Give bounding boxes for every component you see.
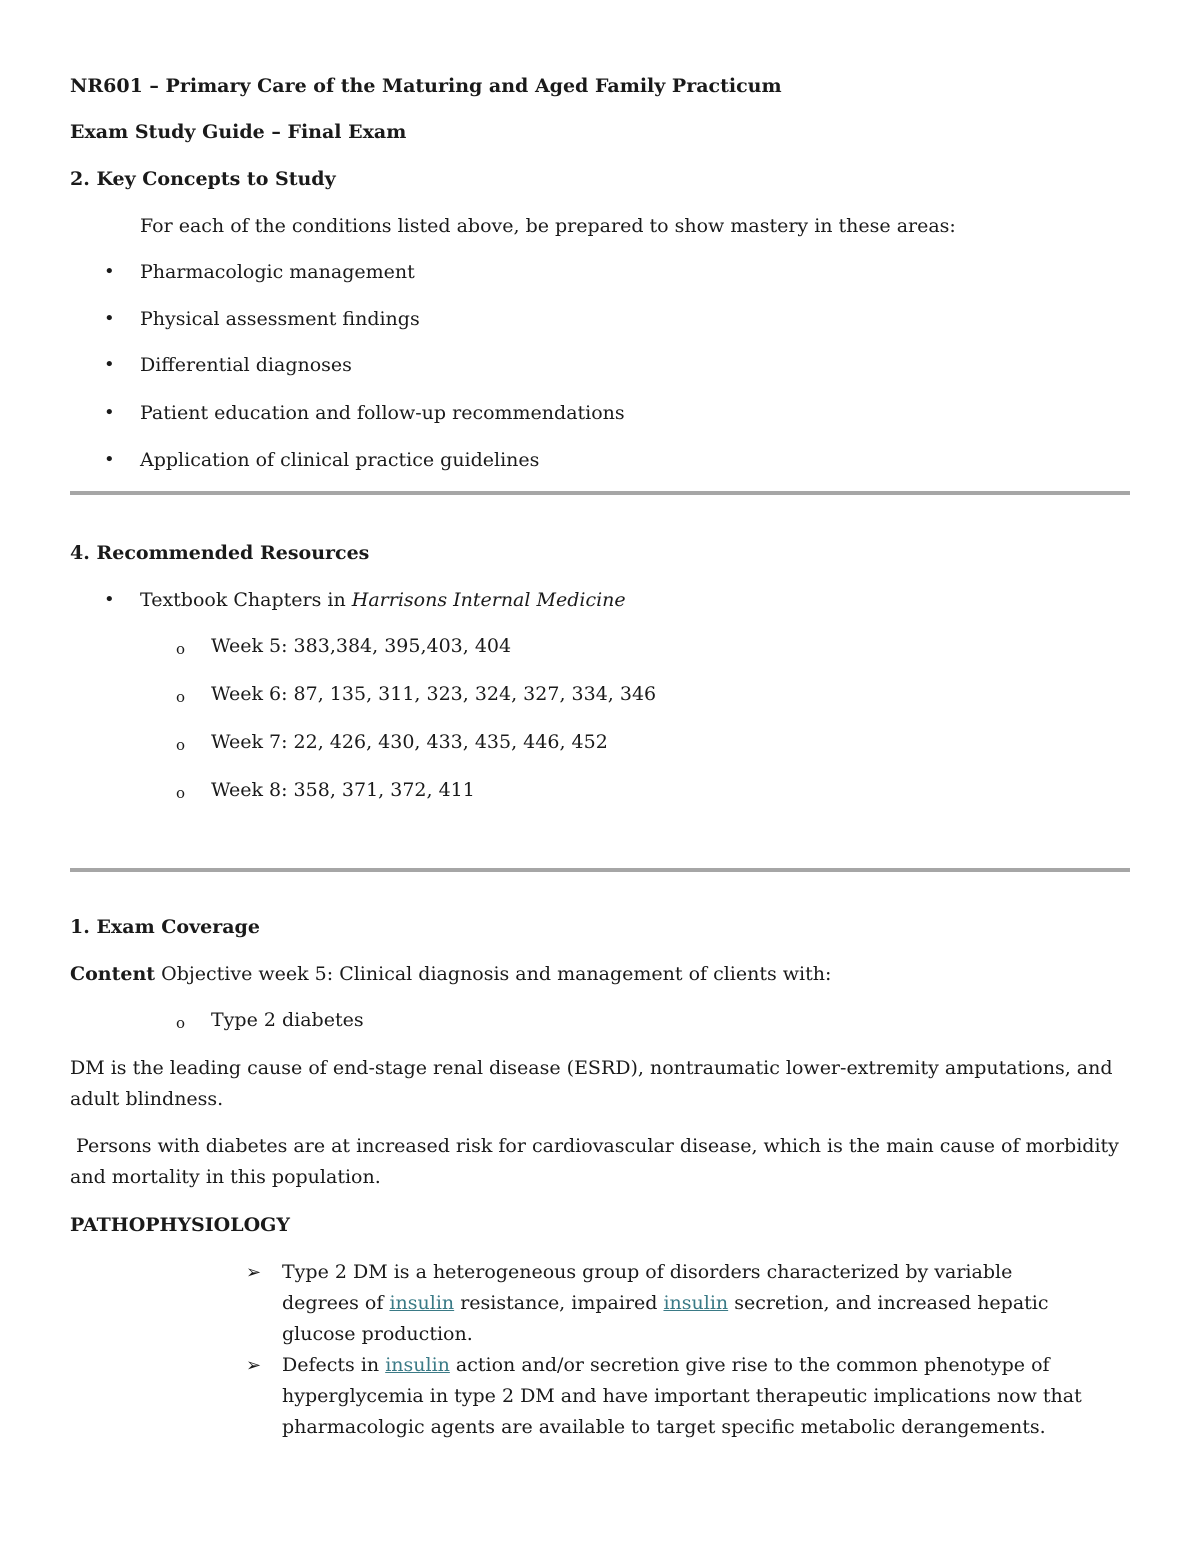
course-title: NR601 – Primary Care of the Maturing and Aged Family Practicum xyxy=(70,75,782,97)
bullet-icon: • xyxy=(104,354,115,375)
key-concepts-intro: For each of the conditions listed above, be prepared to show mastery in these areas: xyxy=(140,215,956,237)
week-chapters: Week 5: 383,384, 395,403, 404 xyxy=(211,635,512,657)
textbook-prefix: Textbook Chapters in xyxy=(140,589,352,611)
coverage-heading: 1. Exam Coverage xyxy=(70,916,260,938)
key-concept-item: Physical assessment findings xyxy=(140,308,420,330)
guide-title: Exam Study Guide – Final Exam xyxy=(70,121,407,143)
resources-heading: 4. Recommended Resources xyxy=(70,542,370,564)
key-concept-item: Application of clinical practice guidelines xyxy=(140,449,540,471)
bullet-icon: • xyxy=(104,589,115,610)
textbook-title: Harrisons Internal Medicine xyxy=(351,589,626,611)
coverage-paragraph-1: DM is the leading cause of end-stage renal disease (ESRD), nontraumatic lower-extremity amputations, and adult blindness. xyxy=(70,1057,1113,1110)
key-concept-item: Differential diagnoses xyxy=(140,354,352,376)
insulin-link[interactable]: insulin xyxy=(389,1292,455,1314)
bullet-icon: • xyxy=(104,449,115,470)
insulin-link[interactable]: insulin xyxy=(663,1292,729,1314)
content-label: Content xyxy=(70,963,156,985)
key-concepts-heading: 2. Key Concepts to Study xyxy=(70,168,336,190)
sub-bullet-icon: o xyxy=(176,640,186,658)
week-chapters: Week 8: 358, 371, 372, 411 xyxy=(211,779,475,801)
week-chapters: Week 6: 87, 135, 311, 323, 324, 327, 334, 346 xyxy=(211,683,657,705)
week-chapters: Week 7: 22, 426, 430, 433, 435, 446, 452 xyxy=(211,731,608,753)
pathophysiology-heading: PATHOPHYSIOLOGY xyxy=(70,1214,290,1236)
condition-item: Type 2 diabetes xyxy=(211,1009,364,1031)
key-concept-item: Patient education and follow-up recommendations xyxy=(140,402,625,424)
textbook-line xyxy=(140,588,626,612)
bullet-icon: • xyxy=(104,261,115,282)
content-text: Objective week 5: Clinical diagnosis and management of clients with: xyxy=(155,963,832,985)
pathophysiology-bullet-1 xyxy=(282,1257,1082,1350)
section-divider xyxy=(70,868,1130,872)
bullet-icon: • xyxy=(104,402,115,423)
pathophysiology-bullet-2 xyxy=(282,1350,1082,1443)
bullet-text: action and/or secretion give rise to the common phenotype of hyperglycemia in type 2 DM and have important therapeutic implications now that pharmacologic agents are available to target specific metabolic derangements. xyxy=(282,1354,1082,1438)
key-concept-item: Pharmacologic management xyxy=(140,261,415,283)
arrow-bullet-icon: ➢ xyxy=(246,1355,262,1376)
bullet-icon: • xyxy=(104,308,115,329)
sub-bullet-icon: o xyxy=(176,736,186,754)
bullet-text: Type 2 DM is a heterogeneous group of disorders characterized by variable degrees of xyxy=(282,1261,1013,1314)
arrow-bullet-icon: ➢ xyxy=(246,1262,262,1283)
sub-bullet-icon: o xyxy=(176,784,186,802)
bullet-text: secretion, and increased hepatic glucose production. xyxy=(282,1292,1049,1345)
insulin-link[interactable]: insulin xyxy=(385,1354,450,1376)
bullet-text: resistance, impaired xyxy=(454,1292,664,1314)
bullet-text: Defects in xyxy=(282,1354,386,1376)
sub-bullet-icon: o xyxy=(176,1014,186,1032)
coverage-paragraph-2: Persons with diabetes are at increased risk for cardiovascular disease, which is the main cause of morbidity and mortality in this population. xyxy=(70,1135,1125,1188)
section-divider xyxy=(70,491,1130,495)
coverage-content-line xyxy=(70,962,831,986)
sub-bullet-icon: o xyxy=(176,688,186,706)
